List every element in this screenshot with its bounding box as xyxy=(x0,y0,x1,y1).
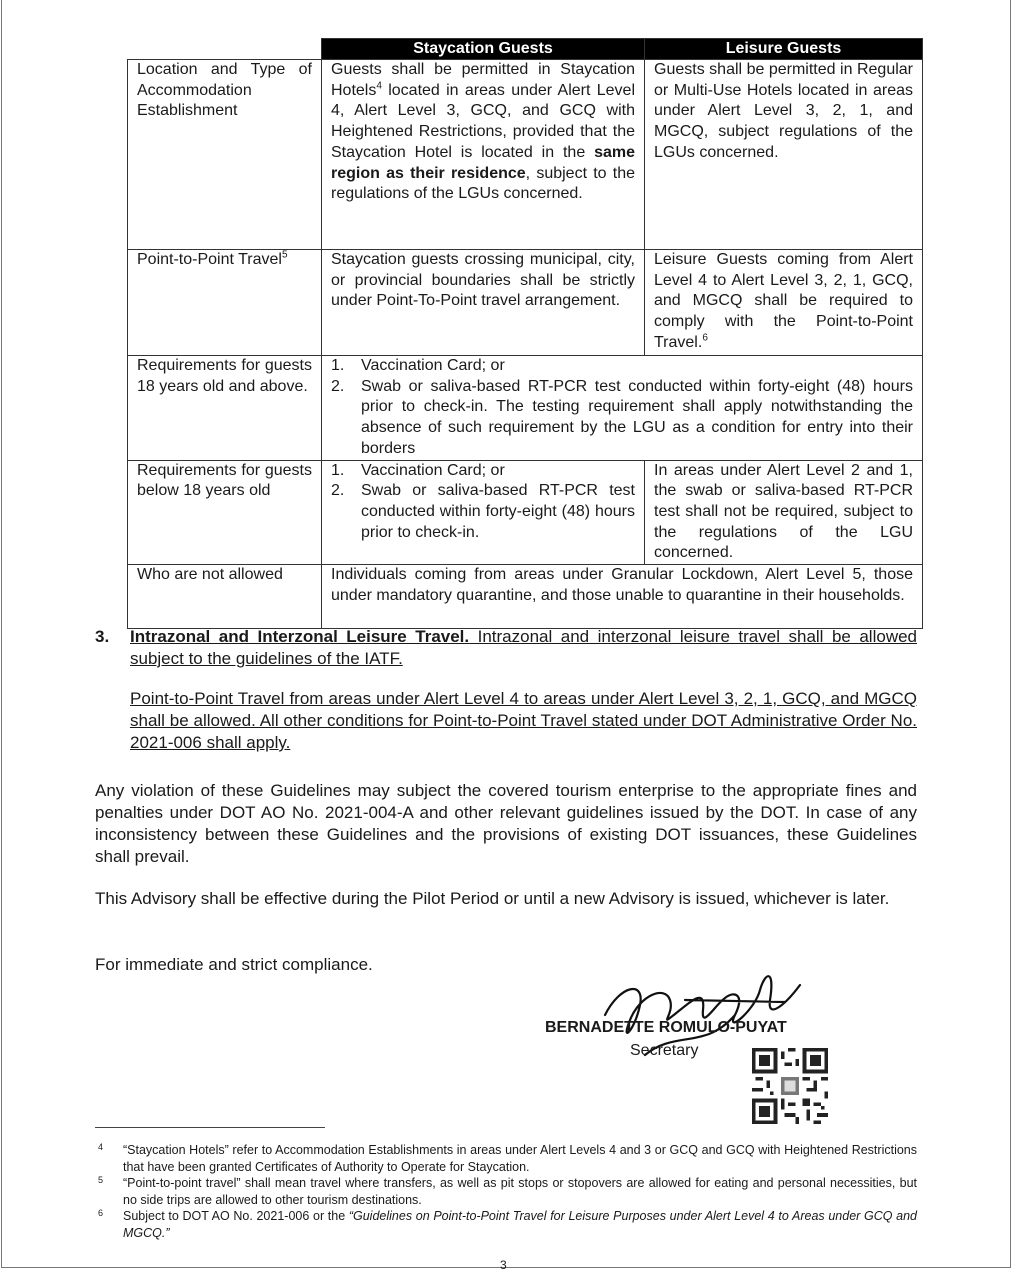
table-header-row xyxy=(128,39,923,60)
footnote: 5 “Point-to-point travel” shall mean travel where transfers, as well as pit stops or stopovers are allowed for eating and personal necessities, but no side trips are allowed to other tourism destinations. xyxy=(98,1175,917,1207)
table-row xyxy=(128,460,923,565)
section-3 xyxy=(95,626,917,754)
requirements-list xyxy=(331,356,913,460)
page-number: 3 xyxy=(500,1258,507,1272)
table-row xyxy=(128,356,923,461)
header-leisure-guests: Leisure Guests xyxy=(645,39,923,60)
requirements-cell xyxy=(322,356,923,461)
requirements-list xyxy=(331,461,635,544)
header-staycation-guests: Staycation Guests xyxy=(322,39,645,60)
staycation-cell: Staycation guests crossing municipal, city, or provincial boundaries shall be strictly under Point-To-Point travel arrangement. xyxy=(322,250,645,356)
leisure-cell: Leisure Guests coming from Alert Level 4 to Alert Level 3, 2, 1, GCQ, and MGCQ shall be required to comply with the Point-to-Point Travel.$^6$ xyxy=(645,250,923,356)
qr-code-icon xyxy=(752,1048,828,1124)
effectivity-paragraph: This Advisory shall be effective during the Pilot Period or until a new Advisory is issued, whichever is later. xyxy=(95,889,890,908)
staycation-cell xyxy=(322,460,645,565)
staycation-cell: Guests shall be permitted in Staycation Hotels$^4$ located in areas under Alert Level 4, Alert Level 3, GCQ, and GCQ with Heightened Restrictions, provided that the Staycation Hotel is located in the same region as their residence, subject to the regulations of the LGUs concerned. xyxy=(322,60,645,250)
table-row xyxy=(128,250,923,356)
table-row xyxy=(128,565,923,629)
guidelines-table xyxy=(127,38,923,629)
footnote: 6 Subject to DOT AO No. 2021-006 or the “Guidelines on Point-to-Point Travel for Leisure Purposes under Alert Level 4 to Areas under GCQ and MGCQ.” xyxy=(98,1208,918,1240)
footnote: 4 “Staycation Hotels” refer to Accommodation Establishments in areas under Alert Levels 4 and 3 or GCQ and GCQ with Heightened Restrictions that have been granted Certificates of Authority to Operate for Staycation. xyxy=(98,1142,917,1174)
footnotes xyxy=(95,1142,917,1241)
row-label: Requirements for guests 18 years old and above. xyxy=(128,356,322,461)
leisure-cell: Guests shall be permitted in Regular or Multi-Use Hotels located in areas under Alert Level 3, 2, 1, and MGCQ, subject regulations of the LGUs concerned. xyxy=(645,60,923,250)
list-item: 1. Vaccination Card; or xyxy=(331,461,505,479)
section-number: 3. xyxy=(95,627,110,646)
row-label: Location and Type of Accommodation Establishment xyxy=(128,60,322,250)
compliance-paragraph: For immediate and strict compliance. xyxy=(95,955,373,974)
header-blank xyxy=(128,39,322,60)
signature-scribble xyxy=(585,960,825,1060)
signatory-name: BERNADETTE ROMULO-PUYAT xyxy=(545,1019,787,1036)
not-allowed-cell: Individuals coming from areas under Granular Lockdown, Alert Level 5, those under mandatory quarantine, and those unable to quarantine in their households. xyxy=(322,565,923,629)
section-heading: Intrazonal and Interzonal Leisure Travel. xyxy=(130,627,470,646)
list-item: 2. Swab or saliva-based RT-PCR test conducted within forty-eight (48) hours prior to check-in. xyxy=(331,482,635,541)
footnote-divider xyxy=(95,1127,325,1128)
list-item: 2. Swab or saliva-based RT-PCR test conducted within forty-eight (48) hours prior to check-in. The testing requirement shall apply notwithstanding the absence of such requirement by the LGU as a condition for entry into their borders xyxy=(331,377,913,457)
row-label: Who are not allowed xyxy=(128,565,322,629)
list-item: 1. Vaccination Card; or xyxy=(331,357,505,374)
row-label: Point-to-Point Travel$^5$ xyxy=(128,250,322,356)
table-row xyxy=(128,60,923,250)
leisure-cell: In areas under Alert Level 2 and 1, the swab or saliva-based RT-PCR test shall not be required, subject to the regulations of the LGU concerned. xyxy=(645,460,923,565)
signatory-title: Secretary xyxy=(630,1042,699,1059)
violation-paragraph: Any violation of these Guidelines may subject the covered tourism enterprise to the appropriate fines and penalties under DOT AO No. 2021-004-A and other relevant guidelines issued by the DOT. In case of any inconsistency between these Guidelines and the provisions of existing DOT issuances, these Guidelines shall prevail. xyxy=(95,781,917,866)
section-3-paragraph-2: Point-to-Point Travel from areas under Alert Level 4 to areas under Alert Level 3, 2, 1, GCQ, and MGCQ shall be allowed. All other conditions for Point-to-Point Travel stated under DOT Administrative Order No. 2021-006 shall apply. xyxy=(130,689,917,752)
section-3-paragraph-1: Intrazonal and Interzonal Leisure Travel. Intrazonal and interzonal leisure travel shall be allowed subject to the guidelines of the IATF. xyxy=(130,627,917,668)
row-label: Requirements for guests below 18 years old xyxy=(128,460,322,565)
